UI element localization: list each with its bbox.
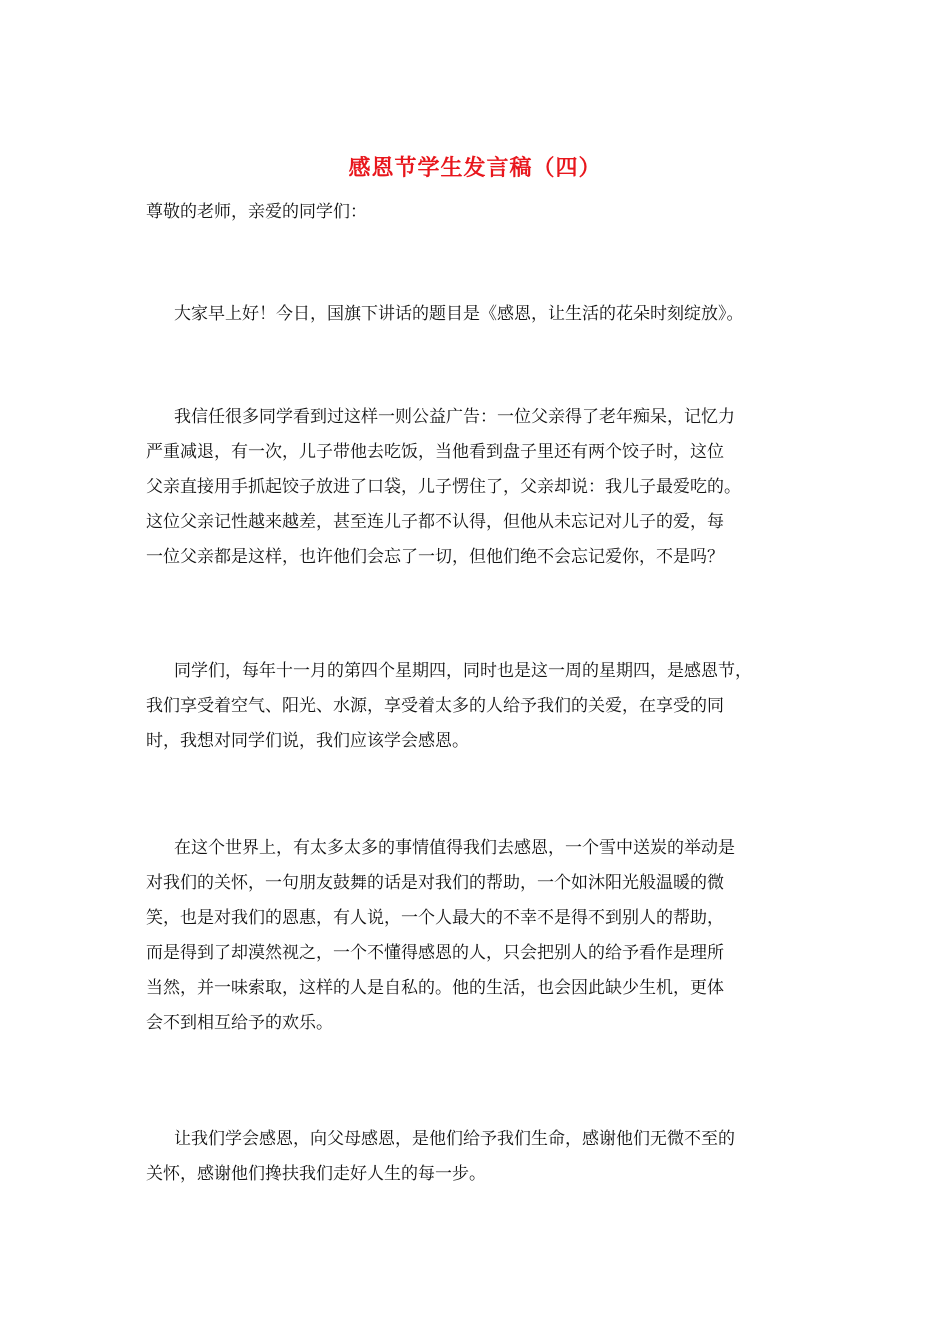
- paragraph-2: [146, 400, 826, 575]
- paragraph-line: 这位父亲记性越来越差，甚至连儿子都不认得，但他从未忘记对儿子的爱，每: [146, 512, 724, 532]
- paragraph-line: 一位父亲都是这样，也许他们会忘了一切，但他们绝不会忘记爱你，不是吗？: [146, 547, 724, 567]
- paragraph-line: 时，我想对同学们说，我们应该学会感恩。: [146, 731, 469, 751]
- paragraph-line: 而是得到了却漠然视之，一个不懂得感恩的人，只会把别人的给予看作是理所: [146, 943, 724, 963]
- paragraph-line: 笑，也是对我们的恩惠，有人说，一个人最大的不幸不是得不到别人的帮助，: [146, 908, 724, 928]
- paragraph-line: 父亲直接用手抓起饺子放进了口袋，儿子愣住了，父亲却说：我儿子最爱吃的。: [146, 477, 741, 497]
- salutation: 尊敬的老师，亲爱的同学们：: [146, 202, 367, 222]
- paragraph-line: 我们享受着空气、阳光、水源，享受着太多的人给予我们的关爱，在享受的同: [146, 696, 724, 716]
- paragraph-1: [146, 297, 826, 332]
- paragraph-line: 在这个世界上，有太多太多的事情值得我们去感恩，一个雪中送炭的举动是: [174, 838, 735, 858]
- paragraph-line: 严重减退，有一次，儿子带他去吃饭，当他看到盘子里还有两个饺子时，这位: [146, 442, 724, 462]
- paragraph-line: 让我们学会感恩，向父母感恩，是他们给予我们生命，感谢他们无微不至的: [174, 1129, 735, 1149]
- document-title: 感恩节学生发言稿（四）: [348, 155, 602, 181]
- paragraph-line: 会不到相互给予的欢乐。: [146, 1013, 333, 1033]
- paragraph-line: 关怀，感谢他们搀扶我们走好人生的每一步。: [146, 1164, 486, 1184]
- paragraph-line: 我信任很多同学看到过这样一则公益广告：一位父亲得了老年痴呆，记忆力: [174, 407, 735, 427]
- paragraph-line: 同学们，每年十一月的第四个星期四，同时也是这一周的星期四，是感恩节，: [174, 661, 752, 681]
- paragraph-line: 大家早上好！今日，国旗下讲话的题目是《感恩，让生活的花朵时刻绽放》。: [174, 304, 744, 324]
- paragraph-4: [146, 831, 826, 1041]
- paragraph-3: [146, 654, 826, 759]
- paragraph-line: 当然，并一味索取，这样的人是自私的。他的生活，也会因此缺少生机，更体: [146, 978, 724, 998]
- paragraph-line: 对我们的关怀，一句朋友鼓舞的话是对我们的帮助，一个如沐阳光般温暖的微: [146, 873, 724, 893]
- paragraph-5: [146, 1122, 826, 1192]
